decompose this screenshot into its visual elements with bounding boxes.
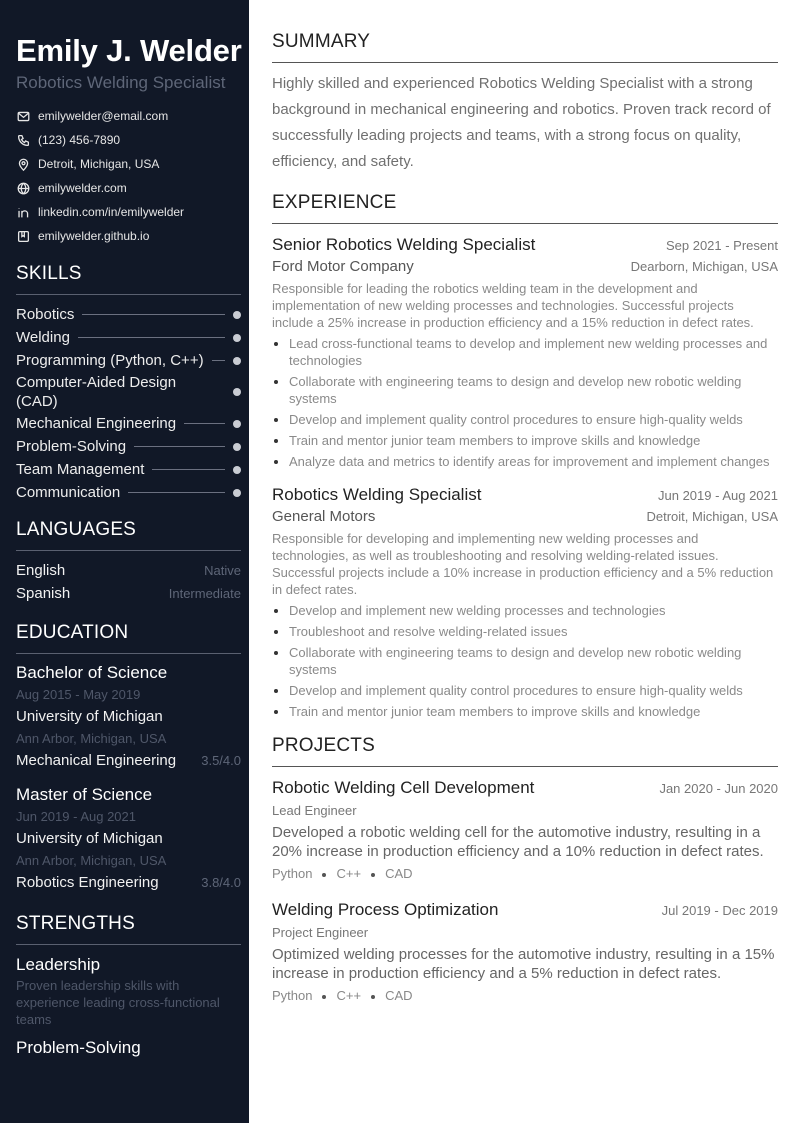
job-dates: Jun 2019 - Aug 2021 — [658, 488, 778, 503]
experience-item — [272, 484, 778, 720]
education-heading: EDUCATION — [16, 621, 241, 654]
language-item — [16, 559, 241, 582]
project-tag: CAD — [385, 866, 413, 881]
project-description: Developed a robotic welding cell for the automotive industry, resulting in a 20% increase in production efficiency and a 10% reduction in defect rates. — [272, 824, 764, 860]
skill-label: Problem-Solving — [16, 438, 127, 455]
job-bullet: Collaborate with engineering teams to design and develop new robotic welding systems — [272, 644, 778, 678]
project-item — [272, 899, 778, 1007]
globe-icon — [16, 181, 30, 195]
contact-location — [16, 152, 241, 176]
project-role: Lead Engineer — [272, 803, 357, 818]
job-bullet: Lead cross-functional teams to develop and implement new welding processes and technologies — [272, 335, 778, 369]
job-bullet: Develop and implement new welding processes and technologies — [272, 602, 778, 619]
education-item — [16, 784, 241, 894]
job-location: Detroit, Michigan, USA — [646, 509, 778, 524]
contact-list — [16, 104, 241, 248]
skill-divider — [128, 492, 225, 493]
job-bullet: Troubleshoot and resolve welding-related issues — [272, 623, 778, 640]
skill-item — [16, 458, 241, 481]
tag-separator — [371, 995, 375, 999]
contact-phone-text: (123) 456-7890 — [38, 133, 121, 147]
skill-item — [16, 412, 241, 435]
contact-linkedin-text: linkedin.com/in/emilywelder — [38, 205, 185, 219]
contact-phone[interactable] — [16, 128, 241, 152]
skill-level-dot — [233, 489, 241, 497]
skill-label: Communication — [16, 484, 121, 501]
project-tag: Python — [272, 866, 313, 881]
experience-heading: EXPERIENCE — [272, 191, 778, 224]
project-role: Project Engineer — [272, 925, 369, 940]
education-field-row — [16, 750, 241, 772]
skill-label: Team Management — [16, 461, 145, 478]
language-name: Spanish — [16, 585, 71, 602]
project-tag: CAD — [385, 988, 413, 1003]
job-role: Robotics Welding Specialist — [272, 485, 482, 504]
education-dates: Aug 2015 - May 2019 — [16, 687, 141, 702]
contact-website[interactable] — [16, 176, 241, 200]
project-tags — [272, 863, 778, 885]
education-degree: Master of Science — [16, 785, 153, 804]
skill-divider — [82, 314, 225, 315]
strength-item — [16, 1036, 241, 1060]
job-bullet: Train and mentor junior team members to improve skills and knowledge — [272, 703, 778, 720]
education-school: University of Michigan — [16, 708, 163, 725]
skill-item — [16, 326, 241, 349]
skill-level-dot — [233, 443, 241, 451]
project-name: Robotic Welding Cell Development — [272, 778, 535, 797]
job-company: General Motors — [272, 508, 376, 525]
project-dates: Jul 2019 - Dec 2019 — [661, 903, 778, 918]
project-tag: C++ — [336, 988, 362, 1003]
languages-heading: LANGUAGES — [16, 518, 241, 551]
education-gpa: 3.8/4.0 — [201, 875, 241, 890]
strength-desc: Proven leadership skills with experience leading cross-functional teams — [16, 978, 220, 1027]
skill-label: Robotics — [16, 306, 75, 323]
skill-item — [16, 372, 241, 412]
experience-item — [272, 234, 778, 470]
education-dates: Jun 2019 - Aug 2021 — [16, 809, 136, 824]
job-description: Responsible for developing and implementing new welding processes and technologies, as well as troubleshooting and resolving welding-related issues. Successful projects include a 10% increase in production efficiency and a 5% reduction in defect rates. — [272, 531, 774, 597]
language-level: Native — [204, 563, 241, 578]
education-item — [16, 662, 241, 772]
candidate-title: Robotics Welding Specialist — [16, 73, 226, 92]
tag-separator — [322, 873, 326, 877]
skill-item — [16, 481, 241, 504]
job-description: Responsible for leading the robotics welding team in the development and implementation of new welding processes and technologies. Successful projects include a 25% increase in production efficiency and a 15% reduction in defect rates. — [272, 281, 754, 330]
skill-level-dot — [233, 466, 241, 474]
education-school: University of Michigan — [16, 830, 163, 847]
languages-list — [16, 559, 241, 605]
strengths-heading: STRENGTHS — [16, 912, 241, 945]
contact-linkedin[interactable] — [16, 200, 241, 224]
project-tags — [272, 985, 778, 1007]
contact-github-text: emilywelder.github.io — [38, 229, 150, 243]
skills-list — [16, 303, 241, 504]
summary-heading: SUMMARY — [272, 30, 778, 63]
contact-location-text: Detroit, Michigan, USA — [38, 157, 160, 171]
education-field-row — [16, 872, 241, 894]
linkedin-icon — [16, 205, 30, 219]
strength-name: Leadership — [16, 955, 101, 974]
strength-item — [16, 953, 241, 1028]
skill-label: Mechanical Engineering — [16, 415, 177, 432]
tag-separator — [322, 995, 326, 999]
skill-level-dot — [233, 420, 241, 428]
education-location: Ann Arbor, Michigan, USA — [16, 731, 167, 746]
job-bullet: Train and mentor junior team members to improve skills and knowledge — [272, 432, 778, 449]
projects-heading: PROJECTS — [272, 734, 778, 767]
strength-name: Problem-Solving — [16, 1038, 141, 1057]
skill-item — [16, 435, 241, 458]
phone-icon — [16, 133, 30, 147]
language-item — [16, 582, 241, 605]
contact-website-text: emilywelder.com — [38, 181, 127, 195]
language-level: Intermediate — [168, 586, 241, 601]
skill-divider — [152, 469, 225, 470]
skill-item — [16, 303, 241, 326]
education-location: Ann Arbor, Michigan, USA — [16, 853, 167, 868]
job-location: Dearborn, Michigan, USA — [630, 259, 778, 274]
language-name: English — [16, 562, 66, 579]
summary-text: Highly skilled and experienced Robotics Welding Specialist with a strong background in mechanical engineering and robotics. Proven track record of successfully leading projects and teams, with a strong focus on quality, efficiency, and safety. — [272, 75, 771, 170]
project-description: Optimized welding processes for the automotive industry, resulting in a 15% increase in production efficiency and a 5% reduction in defect rates. — [272, 946, 775, 982]
email-icon — [16, 109, 30, 123]
contact-email-text: emilywelder@email.com — [38, 109, 169, 123]
skill-divider — [204, 392, 225, 393]
job-bullet: Develop and implement quality control procedures to ensure high-quality welds — [272, 682, 778, 699]
education-gpa: 3.5/4.0 — [201, 753, 241, 768]
job-bullets — [272, 602, 778, 720]
project-name: Welding Process Optimization — [272, 900, 499, 919]
skill-label: Welding — [16, 329, 70, 346]
job-role: Senior Robotics Welding Specialist — [272, 235, 536, 254]
skill-item — [16, 349, 241, 372]
skill-level-dot — [233, 388, 241, 396]
education-field: Mechanical Engineering — [16, 752, 177, 769]
skill-divider — [184, 423, 225, 424]
job-bullet: Develop and implement quality control procedures to ensure high-quality welds — [272, 411, 778, 428]
project-dates: Jan 2020 - Jun 2020 — [659, 781, 778, 796]
candidate-name: Emily J. Welder — [16, 33, 242, 68]
location-pin-icon — [16, 157, 30, 171]
skills-heading: SKILLS — [16, 262, 241, 295]
skill-divider — [78, 337, 225, 338]
project-tag: C++ — [336, 866, 362, 881]
project-tag: Python — [272, 988, 313, 1003]
main-content — [249, 0, 794, 1123]
job-bullet: Analyze data and metrics to identify areas for improvement and implement changes — [272, 453, 778, 470]
github-icon — [16, 229, 30, 243]
skill-divider — [212, 360, 225, 361]
skill-divider — [134, 446, 225, 447]
job-company: Ford Motor Company — [272, 258, 414, 275]
skill-level-dot — [233, 334, 241, 342]
job-bullet: Collaborate with engineering teams to design and develop new robotic welding systems — [272, 373, 778, 407]
skill-label: Computer-Aided Design (CAD) — [16, 374, 177, 410]
education-degree: Bachelor of Science — [16, 663, 168, 682]
project-item — [272, 777, 778, 885]
contact-github[interactable] — [16, 224, 241, 248]
education-field: Robotics Engineering — [16, 874, 159, 891]
skill-level-dot — [233, 311, 241, 319]
skill-label: Programming (Python, C++) — [16, 352, 204, 369]
job-bullets — [272, 335, 778, 470]
job-dates: Sep 2021 - Present — [665, 238, 778, 253]
sidebar — [0, 0, 249, 1123]
contact-email[interactable] — [16, 104, 241, 128]
tag-separator — [371, 873, 375, 877]
skill-level-dot — [233, 357, 241, 365]
